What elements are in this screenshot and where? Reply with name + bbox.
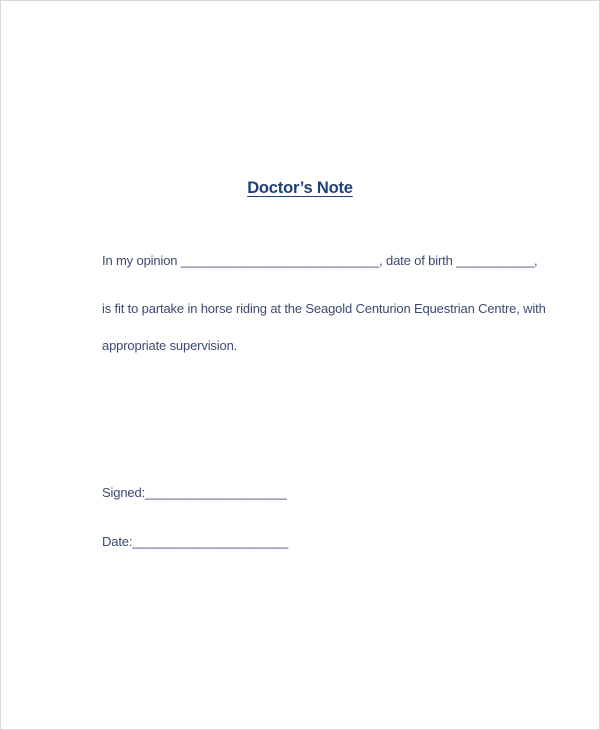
fitness-statement-line: is fit to partake in horse riding at the Seagold Centurion Equestrian Centre, with bbox=[102, 301, 546, 316]
signature-line: Signed:____________________ bbox=[102, 485, 287, 500]
supervision-line: appropriate supervision. bbox=[102, 338, 238, 353]
opinion-line: In my opinion ____________________________, date of birth ___________, bbox=[102, 253, 538, 268]
document-title bbox=[1, 179, 599, 198]
date-line: Date:______________________ bbox=[102, 534, 289, 549]
document-title-text: Doctor’s Note bbox=[247, 179, 353, 197]
